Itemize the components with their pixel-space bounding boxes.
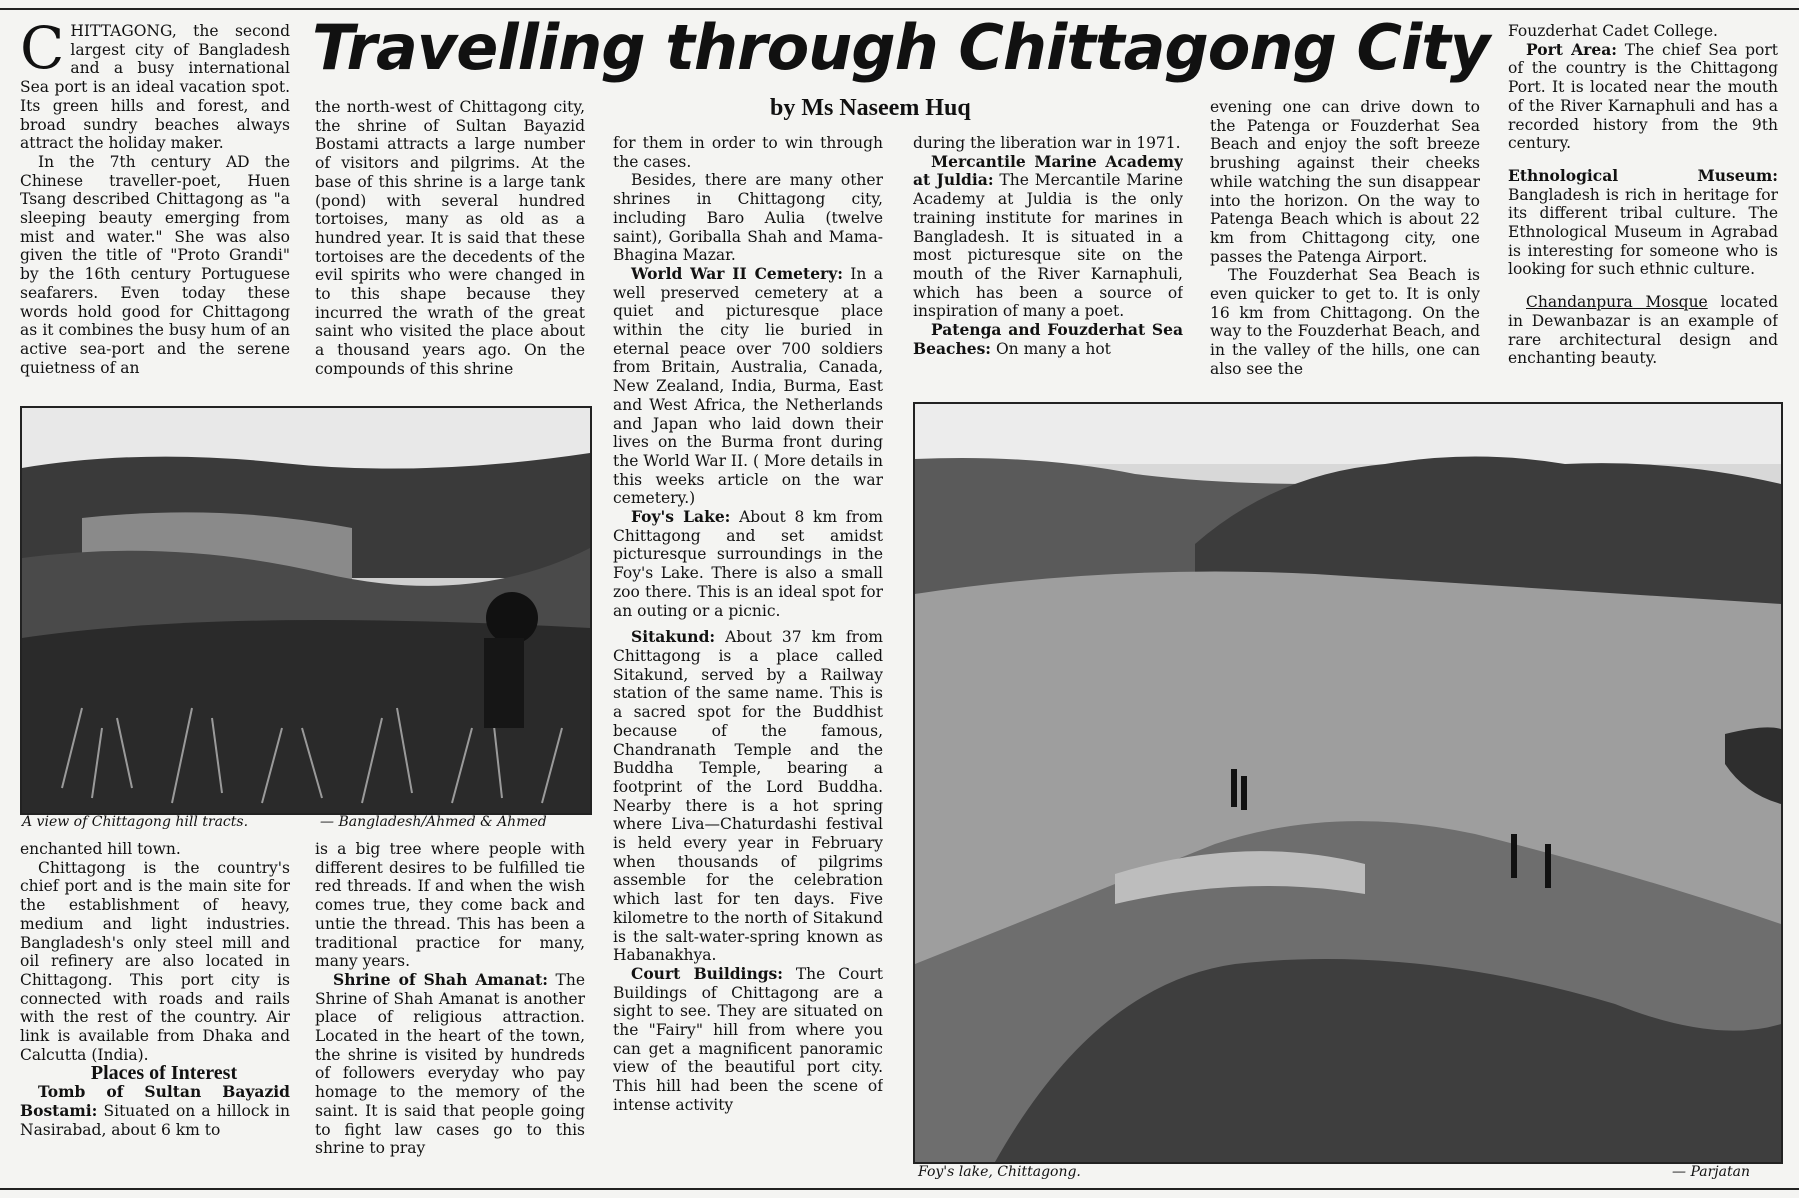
column-6 (1508, 22, 1778, 398)
subheading: Sitakund: (631, 627, 716, 647)
column-5 (1210, 98, 1480, 398)
paragraph (613, 965, 883, 1115)
subheading: Mercantile Marine Academy at Juldia: (913, 151, 1183, 190)
lake-photo-credit: — Parjatan (1672, 1164, 1750, 1180)
paragraph (315, 971, 585, 1158)
article-title: Travelling through Chittagong City (312, 11, 1490, 84)
foys-lake-photo (913, 402, 1783, 1164)
paragraph-text: About 8 km from Chittagong and set amidst picturesque surroundings in the Foy's Lake. There is also a small zoo there. This is an ideal spot for an outing or a picnic. (613, 508, 883, 620)
paragraph: evening one can drive down to the Patenga or Fouzderhat Sea Beach and enjoy the soft breeze brushing against their cheeks while watching the sun disappear into the horizon. On the way to Patenga Beach which is about 22 km from Chittagong city, one passes the Patenga Airport. (1210, 98, 1480, 266)
column-4 (913, 134, 1183, 398)
paragraph: is a big tree where people with different desires to be fulfilled tie red threads. If and when the wish comes true, they come back and untie the thread. This has been a traditional practice for many, many years. (315, 840, 585, 971)
subheading: Ethnological Museum: (1508, 165, 1778, 185)
paragraph-text: Situated on a hillock in Nasirabad, about 6 km to (20, 1101, 290, 1139)
paragraph-text: The Court Buildings of Chittagong are a sight to see. They are situated on the "Fairy" hill from where you can get a magnificent panoramic view of the beautiful port city. This hill had been the scene of intense activity (613, 964, 883, 1114)
column-2-bottom (315, 840, 585, 1190)
hill-photo-caption: A view of Chittagong hill tracts. (22, 814, 249, 830)
section-heading: Places of Interest (90, 1062, 238, 1085)
column-3 (613, 134, 883, 1188)
subheading: Foy's Lake: (631, 507, 731, 527)
paragraph-text: The Mercantile Marine Academy at Juldia is the only training institute for marines in Bangladesh. It is situated in a most picturesque site on the mouth of the River Karnaphuli, which has been a source of inspiration of many a poet. (913, 171, 1183, 321)
column-1-bottom (20, 840, 290, 1190)
paragraph (613, 508, 883, 620)
paragraph-text: HITTAGONG, the second largest city of Bangladesh and a busy international Sea port is an ideal vacation spot. Its green hills and forest, and broad sundry beaches always attract the holiday maker. (20, 22, 290, 153)
bottom-rule (0, 1188, 1799, 1198)
paragraph: The Fouzderhat Sea Beach is even quicker to get to. It is only 16 km from Chittagong. On the way to the Fouzderhat Beach, and in the valley of the hills, one can also see the (1210, 266, 1480, 378)
hill-photo-credit: — Bangladesh/Ahmed & Ahmed (320, 814, 547, 830)
paragraph: Fouzderhat Cadet College. (1508, 22, 1718, 40)
paragraph-text: Bangladesh is rich in heritage for its different tribal culture. The Ethnological Museum in Agrabad is interesting for someone who is looking for such ethnic culture. (1508, 185, 1778, 279)
paragraph-text: On many a hot (991, 339, 1111, 358)
paragraph: during the liberation war in 1971. (913, 134, 1181, 152)
subheading: Port Area: (1526, 39, 1617, 59)
paragraph (613, 628, 883, 965)
paragraph (613, 265, 883, 508)
subheading: Shrine of Shah Amanat: (333, 969, 548, 989)
column-2-top (315, 98, 585, 402)
paragraph-text: The Shrine of Shah Amanat is another place of religious attraction. Located in the heart of the town, the shrine is visited by hundreds of followers everyday who pay homage to the memory of the saint. It is said that people going to fight law cases go to this shrine to pray (315, 970, 585, 1158)
dropcap: C (20, 22, 65, 82)
paragraph (1508, 293, 1778, 368)
hill-tracts-photo (20, 406, 592, 815)
article-byline: by Ms Naseem Huq (770, 95, 971, 121)
subheading: Chandanpura Mosque (1526, 293, 1708, 312)
paragraph: the north-west of Chittagong city, the shrine of Sultan Bayazid Bostami attracts a large number of visitors and pilgrims. At the base of this shrine is a large tank (pond) with several hundred tortoises, many as old as a hundred year. It is said that these tortoises are the decedents of the evil spirits who were changed in to this shape because they incurred the wrath of the great saint who visited the place about a thousand years ago. On the compounds of this shrine (315, 98, 585, 378)
paragraph: Chittagong is the country's chief port and is the main site for the establishment of heavy, medium and light industries. Bangladesh's only steel mill and oil refinery are also located in Chittagong. This port city is connected with roads and rails with the rest of the country. Air link is available from Dhaka and Calcutta (India). (20, 858, 290, 1064)
paragraph (1508, 41, 1778, 153)
subheading: Tomb of Sultan Bayazid Bostami: (20, 1082, 290, 1120)
paragraph-text: located in Dewanbazar is an example of rare architectural design and enchanting beauty. (1508, 293, 1778, 368)
paragraph (913, 153, 1183, 321)
subheading: Court Buildings: (631, 963, 784, 983)
paragraph (20, 1083, 290, 1139)
column-1-top (20, 22, 290, 402)
paragraph-text: The chief Sea port of the country is the Chittagong Port. It is located near the mouth of the River Karnaphuli and has a recorded history from the 9th century. (1508, 40, 1778, 153)
paragraph (913, 321, 1183, 358)
foys-lake-image (915, 404, 1781, 1162)
paragraph: In the 7th century AD the Chinese traveller-poet, Huen Tsang described Chittagong as "a sleeping beauty emerging from mist and water." She was also given the title of "Proto Grandi" by the 16th century Portuguese seafarers. Even today these words hold good for Chittagong as it combines the busy hum of an active sea-port and the serene quietness of an (20, 152, 290, 377)
paragraph: enchanted hill town. (20, 840, 181, 858)
paragraph-text: About 37 km from Chittagong is a place called Sitakund, served by a Railway station of the same name. This is a sacred spot for the Buddhist because of the famous, Chandranath Temple and the Buddha Temple, bearing a footprint of the Lord Buddha. Nearby there is a hot spring where Liva—Chaturdashi festival is held every year in February when thousands of pilgrims assemble for the celebration which last for ten days. Five kilometre to the north of Sitakund is the salt-water-spring known as Habanakhya. (613, 628, 883, 965)
lake-photo-caption: Foy's lake, Chittagong. (918, 1164, 1081, 1180)
paragraph (1508, 167, 1778, 279)
hill-tracts-image (22, 408, 590, 813)
paragraph: for them in order to win through the cases. (613, 134, 883, 171)
paragraph-text: In a well preserved cemetery at a quiet and picturesque place within the city lie buried in eternal peace over 700 soldiers from Britain, Australia, Canada, New Zealand, India, Burma, East and West Africa, the Netherlands and Japan who laid down their lives on the Burma front during the World War II. ( More details in this weeks article on the war cemetery.) (613, 264, 883, 508)
paragraph (20, 22, 290, 153)
subheading: Patenga and Fouzderhat Sea Beaches: (913, 320, 1183, 358)
paragraph: Besides, there are many other shrines in Chittagong city, including Baro Aulia (twelve saint), Goriballa Shah and Mama-Bhagina Mazar. (613, 171, 883, 265)
subheading: World War II Cemetery: (631, 263, 843, 283)
